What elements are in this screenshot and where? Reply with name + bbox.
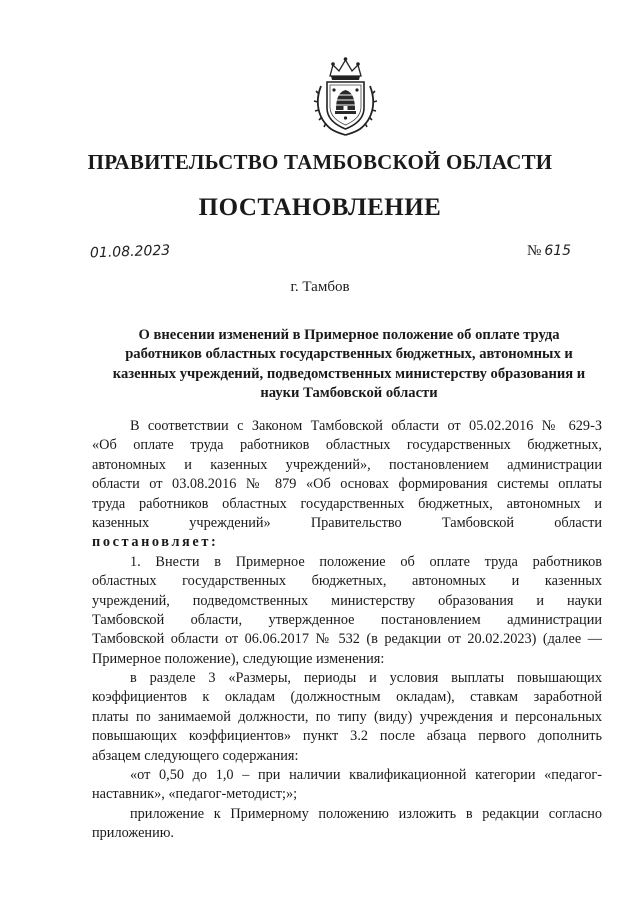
body-line: учреждений, подведомственных министерству образования и науки — [92, 592, 602, 609]
body-line: наставник», «педагог-методист;»; — [92, 786, 298, 803]
body-line: области от 03.08.2016 № 879 «Об основах формирования системы оплаты — [92, 476, 602, 493]
body-line: приложение к Примерному положению изложить в редакции согласно — [130, 805, 602, 822]
body-line: коэффициентов к окладам (должностным окладам), ставкам заработной — [92, 689, 602, 706]
body-line: Тамбовской области от 06.06.2017 № 532 (в редакции от 20.02.2023) (далее — — [92, 631, 602, 648]
body-line: труда работников областных государственных бюджетных, автономных и — [92, 495, 602, 512]
number-sign: № — [527, 243, 542, 259]
subject-line: О внесении изменений в Примерное положение об оплате труда — [138, 327, 560, 343]
subject-line: казенных учреждений, подведомственных министерству образования и — [112, 365, 586, 382]
body-line: абзацем следующего содержания: — [92, 747, 299, 764]
body-line: областных государственных бюджетных, автономных и казенных — [92, 573, 602, 590]
document-type-title: ПОСТАНОВЛЕНИЕ — [198, 194, 442, 221]
subject-line: работников областных государственных бюджетных, автономных и — [125, 346, 573, 363]
body-line: Тамбовской области, утвержденное постановлением администрации — [92, 611, 602, 628]
document-number-field — [527, 243, 571, 260]
body-line: Примерное положение), следующие изменения: — [92, 650, 385, 667]
body-line: казенных учреждений» Правительство Тамбовской области — [92, 514, 602, 531]
body-line: 1. Внести в Примерное положение об оплате труда работников — [130, 553, 602, 570]
document-number: 615 — [544, 243, 572, 259]
body-line: «от 0,50 до 1,0 – при наличии квалификационной категории «педагог- — [130, 767, 602, 784]
document-subject — [96, 326, 602, 404]
body-line: в разделе 3 «Размеры, периоды и условия выплаты повышающих — [130, 670, 602, 687]
body-line: приложению. — [92, 825, 174, 842]
body-line: повышающих коэффициентов» пункт 3.2 после абзаца первого дополнить — [92, 728, 602, 745]
body-line: платы по занимаемой должности, по типу (виду) учреждения и персональных — [92, 708, 602, 725]
document-city: г. Тамбов — [290, 279, 350, 295]
body-line: «Об оплате труда работников областных государственных бюджетных, — [92, 437, 602, 454]
government-title: ПРАВИТЕЛЬСТВО ТАМБОВСКОЙ ОБЛАСТИ — [87, 150, 553, 174]
resolution-keyword: постановляет: — [92, 534, 219, 551]
coat-of-arms-emblem — [313, 56, 378, 136]
document-date: 01.08.2023 — [89, 242, 171, 262]
body-line: В соответствии с Законом Тамбовской области от 05.02.2016 № 629-З — [130, 418, 602, 434]
document-body — [92, 417, 602, 844]
body-line: автономных и казенных учреждений», постановлением администрации — [92, 456, 602, 473]
subject-line: науки Тамбовской области — [260, 385, 438, 402]
